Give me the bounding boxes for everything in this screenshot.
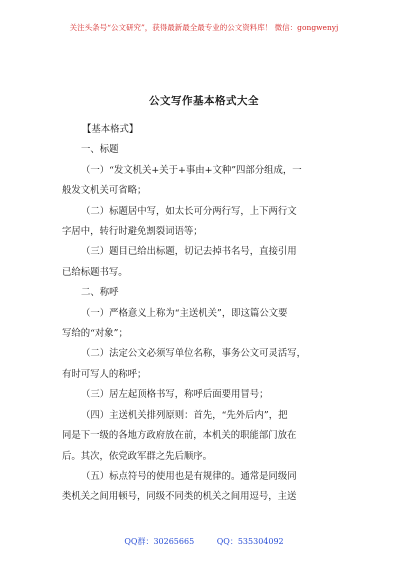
document-title: 公文写作基本格式大全 xyxy=(149,95,259,107)
footer-contact xyxy=(0,536,408,547)
paragraph-line: （二）法定公文必须写单位名称，事务公文可灵活写， xyxy=(81,348,307,360)
document-body xyxy=(62,120,352,508)
footer-qq-group: QQ群：30265665 xyxy=(124,537,195,546)
footer-qq: QQ：535304092 xyxy=(216,537,284,546)
paragraph-line: 后。其次，依党政军群之先后顺序。 xyxy=(62,450,213,462)
paragraph-line: 类机关之间用顿号，同级不同类的机关之间用逗号，主送 xyxy=(62,491,297,503)
paragraph-line: （三）题目已给出标题，切记去掉书名号，直接引用 xyxy=(81,246,297,258)
paragraph-line: （一）“发文机关+关于+事由+文种”四部分组成，一 xyxy=(81,164,302,176)
heading-line: 一、标题 xyxy=(81,144,119,156)
paragraph-line: 字居中，转行时避免割裂词语等； xyxy=(62,226,203,238)
header-note: 关注头条号“公文研究”，获得最新最全最专业的公文资料库！ 微信：gongwenyj xyxy=(69,23,339,32)
paragraph-line: 般发文机关可省略； xyxy=(62,185,147,197)
section-tag: 【基本格式】 xyxy=(82,124,139,135)
paragraph-line: （二）标题居中写，如太长可分两行写，上下两行文 xyxy=(81,205,297,217)
paragraph-line: （四）主送机关排列原则：首先，“先外后内”，把 xyxy=(81,409,288,421)
paragraph-line: 同是下一级的各地方政府放在前，本机关的职能部门放在 xyxy=(62,430,297,442)
paragraph-line: （一）严格意义上称为“主送机关”，即这篇公文要 xyxy=(81,307,288,319)
paragraph-line: （五）标点符号的使用也是有规律的。通常是同级同 xyxy=(81,470,297,482)
heading-line: 二、称呼 xyxy=(81,287,119,299)
paragraph-line: 写给的“对象”； xyxy=(62,328,128,340)
paragraph-line: 已给标题书写。 xyxy=(62,266,128,278)
paragraph-line: 有时可写人的称呼； xyxy=(62,368,147,380)
paragraph-line: （三）居左起顶格书写，称呼后面要用冒号； xyxy=(81,389,269,401)
